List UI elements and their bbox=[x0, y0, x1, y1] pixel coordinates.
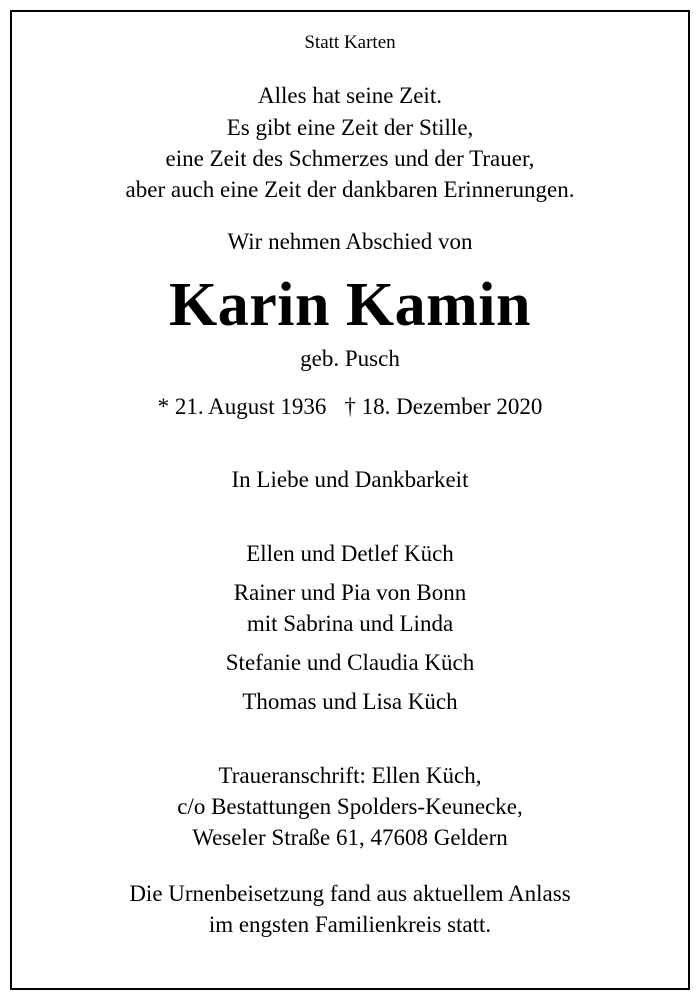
mourner-line: Rainer und Pia von Bonn bbox=[233, 580, 467, 605]
verse-line-3: eine Zeit des Schmerzes und der Trauer, bbox=[165, 146, 535, 171]
burial-note-line: Die Urnenbeisetzung fand aus aktuellem Anlass bbox=[129, 881, 571, 906]
birth-date: * 21. August 1936 bbox=[157, 394, 327, 419]
verse-line-1: Alles hat seine Zeit. bbox=[258, 83, 442, 108]
closing-text: In Liebe und Dankbarkeit bbox=[231, 467, 469, 492]
address-line: Weseler Straße 61, 47608 Geldern bbox=[192, 825, 508, 850]
verse-line-2: Es gibt eine Zeit der Stille, bbox=[226, 115, 474, 140]
intro-text: Wir nehmen Abschied von bbox=[227, 229, 473, 254]
burial-note-line: im engsten Familienkreis statt. bbox=[208, 912, 492, 937]
mourner-line: Ellen und Detlef Küch bbox=[246, 541, 454, 566]
deceased-name: Karin Kamin bbox=[168, 271, 532, 339]
verse-line-4: aber auch eine Zeit der dankbaren Erinnerungen. bbox=[125, 177, 575, 202]
address-line: c/o Bestattungen Spolders-Keunecke, bbox=[177, 794, 523, 819]
mourner-line: Thomas und Lisa Küch bbox=[242, 689, 458, 714]
address-line: Traueranschrift: Ellen Küch, bbox=[218, 763, 482, 788]
death-date: † 18. Dezember 2020 bbox=[344, 394, 543, 419]
mourner-line: mit Sabrina und Linda bbox=[246, 611, 454, 636]
mourner-line: Stefanie und Claudia Küch bbox=[225, 650, 475, 675]
header-text: Statt Karten bbox=[304, 32, 396, 53]
life-dates bbox=[0, 395, 700, 418]
maiden-name: geb. Pusch bbox=[300, 346, 400, 371]
